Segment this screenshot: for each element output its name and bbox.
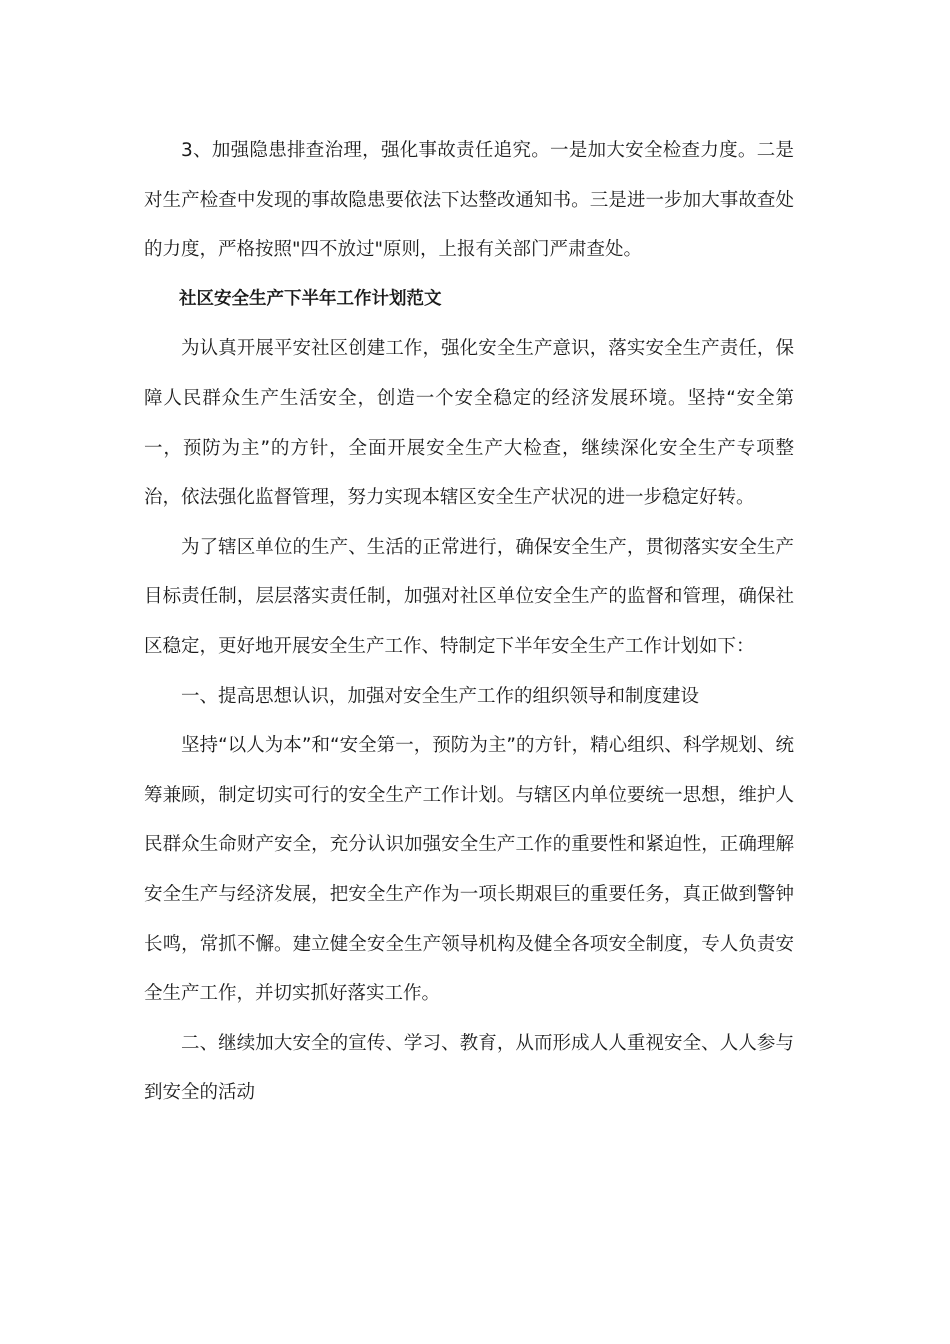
paragraph-item-one-title: 一、提高思想认识，加强对安全生产工作的组织领导和制度建设 — [181, 685, 700, 707]
paragraph-purpose: 为了辖区单位的生产、生活的正常进行，确保安全生产，贯彻落实安全生产目标责任制，层层落实责任制，加强对社区单位安全生产的监督和管理，确保社区稳定，更好地开展安全生产工作、特制定下半年安全生产工作计划如下： — [144, 536, 794, 657]
paragraph-hazard-investigation: 3、加强隐患排查治理，强化事故责任追究。一是加大安全检查力度。二是对生产检查中发现的事故隐患要依法下达整改通知书。三是进一步加大事故查处的力度，严格按照"四不放过"原则，上报有关部门严肃查处。 — [144, 140, 794, 261]
paragraph-item-one-body: 坚持“以人为本”和“安全第一，预防为主”的方针，精心组织、科学规划、统筹兼顾，制定切实可行的安全生产工作计划。与辖区内单位要统一思想，维护人民群众生命财产安全，充分认识加强安全生产工作的重要性和紧迫性，正确理解安全生产与经济发展，把安全生产作为一项长期艰巨的重要任务，真正做到警钟长鸣，常抓不懈。建立健全安全生产领导机构及健全各项安全制度，专人负责安全生产工作，并切实抓好落实工作。 — [144, 735, 794, 1005]
paragraph-item-two-title: 二、继续加大安全的宣传、学习、教育，从而形成人人重视安全、人人参与到安全的活动 — [144, 1032, 794, 1104]
document-body — [144, 126, 794, 1118]
paragraph-intro: 为认真开展平安社区创建工作，强化安全生产意识，落实安全生产责任，保障人民群众生产生活安全，创造一个安全稳定的经济发展环境。坚持“安全第一，预防为主”的方针，全面开展安全生产大检查，继续深化安全生产专项整治，依法强化监督管理，努力实现本辖区安全生产状况的进一步稳定好转。 — [144, 338, 794, 509]
section-heading: 社区安全生产下半年工作计划范文 — [179, 288, 442, 309]
